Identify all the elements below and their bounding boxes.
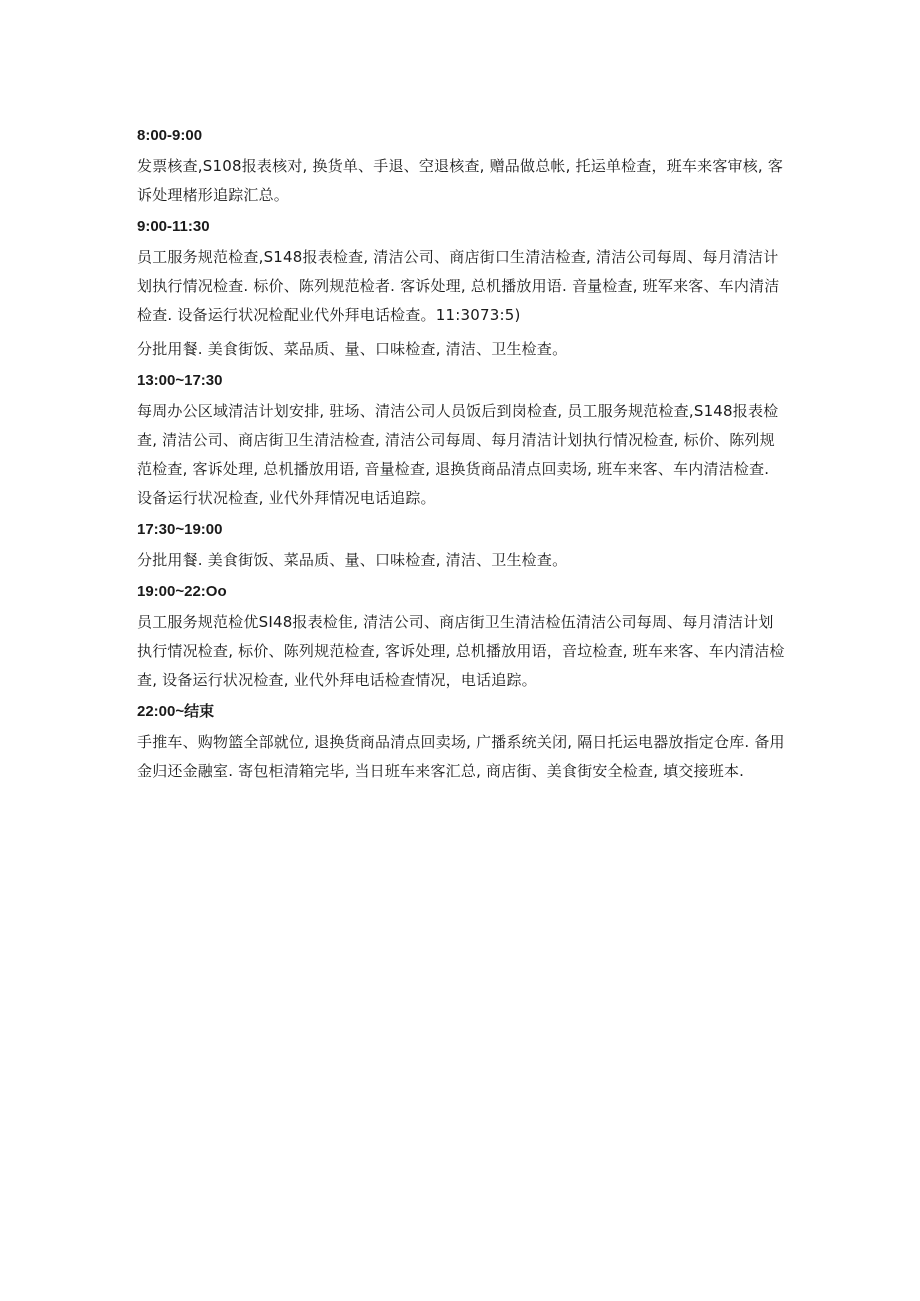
- time-slot-heading: 8:00-9:00: [137, 127, 203, 144]
- time-slot-heading: 19:00~22:Oo: [137, 583, 227, 600]
- task-paragraph: 分批用餐. 美食街饭、菜品质、量、口味检查, 清洁、卫生检查。: [137, 340, 568, 358]
- task-paragraph: 员工服务规范检查,S148报表检查, 清洁公司、商店街口生清洁检查, 清洁公司每周、每月清洁计划执行情况检查. 标价、陈列规范检者. 客诉处理, 总机播放用语. 音量检查, 班军来客、车内清洁检查. 设备运行状况检配业代外拜电话检查。11:3073:5): [137, 248, 780, 324]
- time-slot-heading: 17:30~19:00: [137, 521, 223, 538]
- task-paragraph: 每周办公区域清洁计划安排, 驻场、清洁公司人员饭后到岗检查, 员工服务规范检查,S148报表检查, 清洁公司、商店街卫生清洁检查, 清洁公司每周、每月清洁计划执行情况检查, 标价、陈列规范检查, 客诉处理, 总机播放用语, 音量检查, 退换货商品清点回卖场, 班车来客、车内清洁检查. 设备运行状况检查, 业代外拜情况电话追踪。: [137, 402, 779, 507]
- schedule-content: [137, 124, 787, 791]
- time-slot-heading: 22:00~结束: [137, 703, 215, 720]
- time-slot-heading: 9:00-11:30: [137, 218, 210, 235]
- time-slot-heading: 13:00~17:30: [137, 372, 223, 389]
- task-paragraph: 员工服务规范检优SI48报表检隹, 清洁公司、商店街卫生清洁检伍清洁公司每周、每月清洁计划执行情况检查, 标价、陈列规范检查, 客诉处理, 总机播放用语，音垃检查, 班车来客、车内清洁检查, 设备运行状况检查, 业代外拜电话检查情况，电话追踪。: [137, 613, 785, 689]
- task-paragraph: 手推车、购物篮全部就位, 退换货商品清点回卖场, 广播系统关闭, 隔日托运电器放指定仓库. 备用金归还金融室. 寄包柜清箱完毕, 当日班车来客汇总, 商店街、美食街安全检查, 填交接班本.: [137, 733, 785, 780]
- task-paragraph: 分批用餐. 美食街饭、菜品质、量、口味检查, 清洁、卫生检查。: [137, 551, 568, 569]
- task-paragraph: 发票核查,S108报表核对, 换货单、手退、空退核查, 赠品做总帐, 托运单检查，班车来客审核, 客诉处理楮形追踪汇总。: [137, 157, 784, 204]
